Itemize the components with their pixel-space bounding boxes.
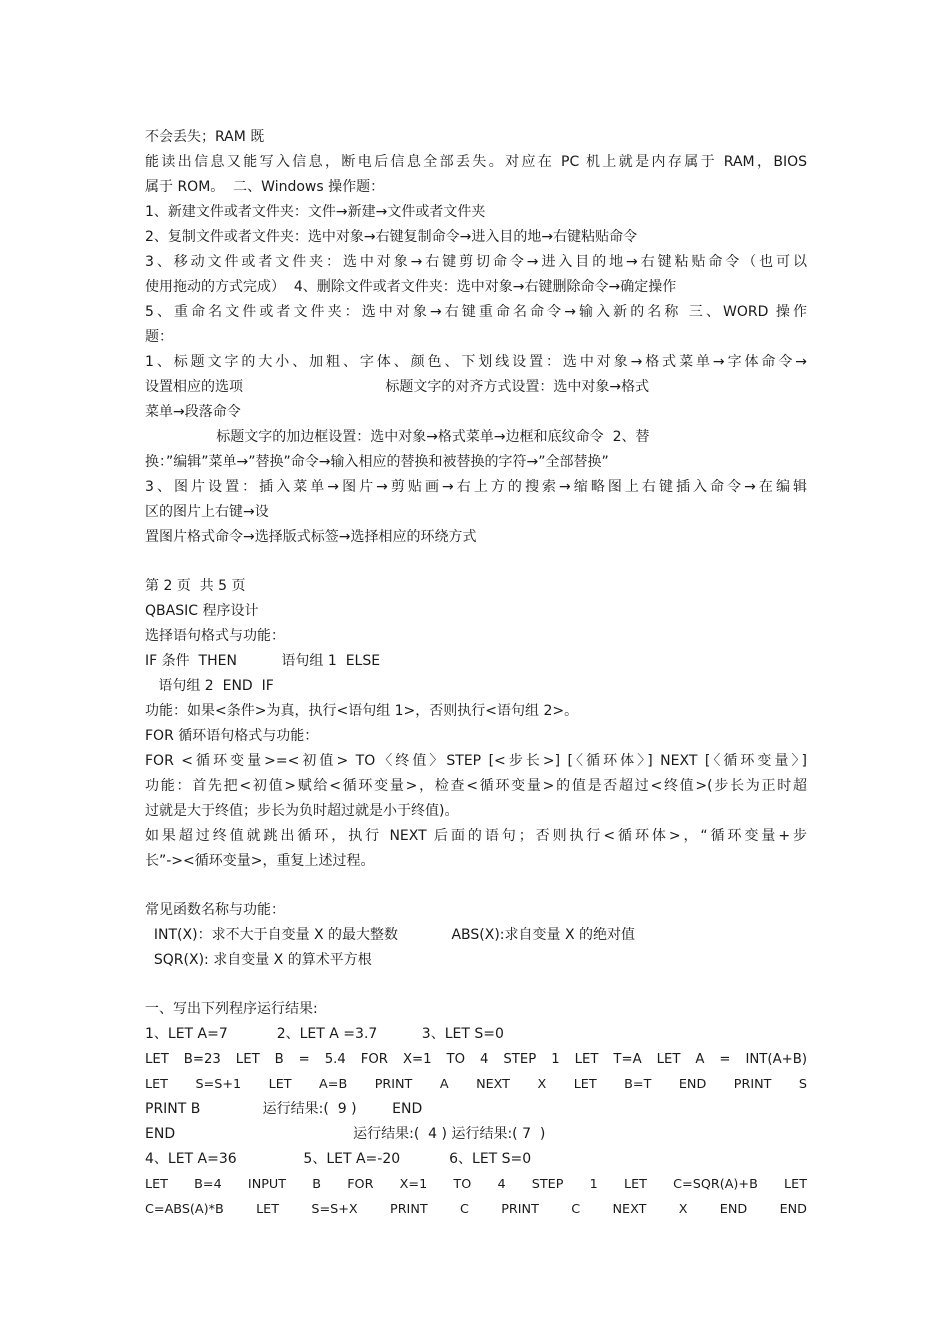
code-line: FOR <循环变量>=<初值> TO〈终值〉STEP [<步长>] [〈循环体〉] NEXT [〈循环变量〉] xyxy=(145,753,807,769)
text-line: 不会丢失；RAM 既 xyxy=(145,129,265,145)
code-line: C=ABS(A)*B LET S=S+X PRINT C PRINT C NEXT X END END xyxy=(145,1202,807,1217)
code-line: LET S=S+1 LET A=B PRINT A NEXT X LET B=T END PRINT S xyxy=(145,1077,807,1092)
text-line: 3、图片设置：插入菜单→图片→剪贴画→右上方的搜索→缩略图上右键插入命令→在编辑 xyxy=(145,479,807,495)
text-line: 过就是大于终值；步长为负时超过就是小于终值)。 xyxy=(145,803,459,819)
text-line: 3、移动文件或者文件夹：选中对象→右键剪切命令→进入目的地→右键粘贴命令（也可以 xyxy=(145,254,807,270)
section-heading: 一、写出下列程序运行结果: xyxy=(145,1001,318,1017)
code-line: 1、LET A=7 2、LET A =3.7 3、LET S=0 xyxy=(145,1026,504,1042)
text-line: 1、新建文件或者文件夹：文件→新建→文件或者文件夹 xyxy=(145,204,486,220)
text-line: 设置相应的选项 标题文字的对齐方式设置：选中对象→格式 xyxy=(145,379,650,395)
text-line: 2、复制文件或者文件夹：选中对象→右键复制命令→进入目的地→右键粘贴命令 xyxy=(145,229,638,245)
page-number: 第 2 页 共 5 页 xyxy=(145,578,246,594)
code-line: PRINT B 运行结果:( 9 ) END xyxy=(145,1101,423,1117)
code-line: LET B=23 LET B = 5.4 FOR X=1 TO 4 STEP 1 LET T=A LET A = INT(A+B) xyxy=(145,1052,807,1067)
text-line: 选择语句格式与功能： xyxy=(145,628,285,644)
text-line: 功能：首先把<初值>赋给<循环变量>，检查<循环变量>的值是否超过<终值>(步长为正时超 xyxy=(145,778,807,794)
text-line: 能读出信息又能写入信息，断电后信息全部丢失。对应在 PC 机上就是内存属于 RAM，BIOS xyxy=(145,154,807,170)
text-line: 区的图片上右键→设 xyxy=(145,504,269,520)
text-line: 属于 ROM。 二、Windows 操作题： xyxy=(145,179,385,195)
section-heading: QBASIC 程序设计 xyxy=(145,603,259,619)
code-line: 语句组 2 END IF xyxy=(145,678,274,694)
text-line: 置图片格式命令→选择版式标签→选择相应的环绕方式 xyxy=(145,529,477,545)
text-line: 1、标题文字的大小、加粗、字体、颜色、下划线设置：选中对象→格式菜单→字体命令→ xyxy=(145,354,807,370)
text-line: 常见函数名称与功能： xyxy=(145,902,285,918)
code-line: LET B=4 INPUT B FOR X=1 TO 4 STEP 1 LET C=SQR(A)+B LET xyxy=(145,1177,807,1192)
text-line: INT(X)：求不大于自变量 X 的最大整数 ABS(X):求自变量 X 的绝对值 xyxy=(145,927,636,943)
code-line: 4、LET A=36 5、LET A=-20 6、LET S=0 xyxy=(145,1151,532,1167)
text-line: 使用拖动的方式完成） 4、删除文件或者文件夹：选中对象→右键删除命令→确定操作 xyxy=(145,279,677,295)
text-line: 功能：如果<条件>为真，执行<语句组 1>，否则执行<语句组 2>。 xyxy=(145,703,579,719)
text-line: 菜单→段落命令 xyxy=(145,404,241,420)
text-line: 如果超过终值就跳出循环，执行 NEXT 后面的语句；否则执行<循环体>，“循环变量+步 xyxy=(145,828,807,844)
text-line: 长”-><循环变量>，重复上述过程。 xyxy=(145,853,375,869)
code-line: END 运行结果:( 4 ) 运行结果:( 7 ) xyxy=(145,1126,546,1142)
text-line: SQR(X): 求自变量 X 的算术平方根 xyxy=(145,952,372,968)
text-line: 题： xyxy=(145,329,173,345)
text-line: FOR 循环语句格式与功能： xyxy=(145,728,319,744)
text-line: 5、重命名文件或者文件夹：选中对象→右键重命名命令→输入新的名称 三、WORD 操作 xyxy=(145,304,807,320)
text-line: 标题文字的加边框设置：选中对象→格式菜单→边框和底纹命令 2、替 xyxy=(145,429,650,445)
code-line: IF 条件 THEN 语句组 1 ELSE xyxy=(145,653,381,669)
text-line: 换：”编辑”菜单→”替换”命令→输入相应的替换和被替换的字符→”全部替换” xyxy=(145,454,609,470)
